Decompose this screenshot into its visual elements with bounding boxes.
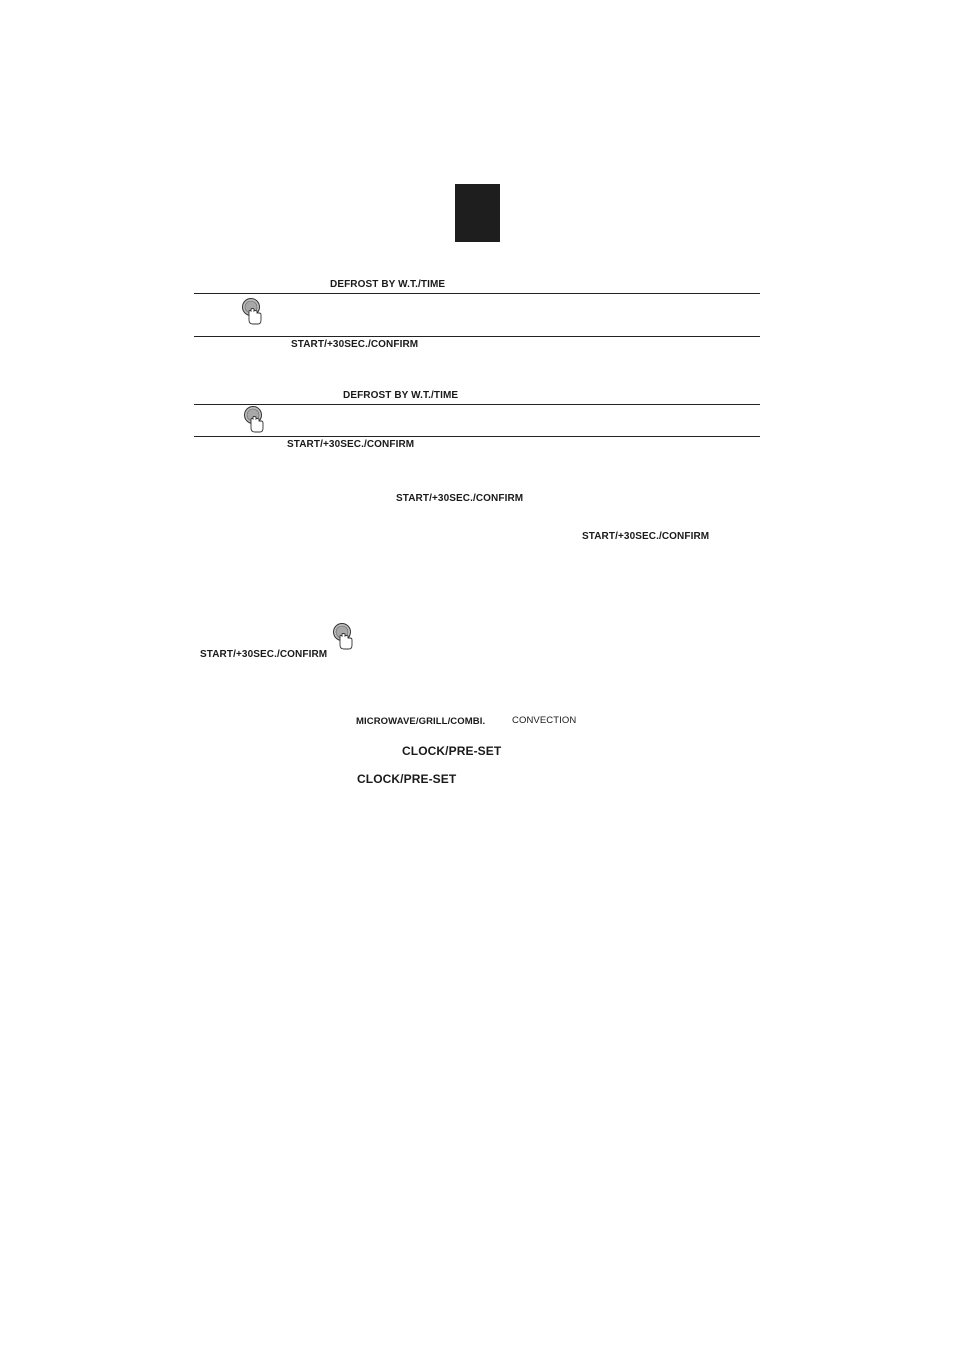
table-rule-bottom-2 (194, 436, 760, 437)
microwave-grill-combi-label: MICROWAVE/GRILL/COMBI. (356, 716, 486, 727)
start-confirm-label-4: START/+30SEC./CONFIRM (582, 531, 710, 542)
start-confirm-label-5: START/+30SEC./CONFIRM (200, 649, 328, 660)
start-confirm-label-3: START/+30SEC./CONFIRM (396, 493, 524, 504)
table-rule-top-2 (194, 404, 760, 405)
clock-preset-label-2: CLOCK/PRE-SET (357, 772, 457, 786)
defrost-button-label-2: DEFROST BY W.T./TIME (343, 390, 459, 401)
table-rule-top-1 (194, 293, 760, 294)
convection-label: CONVECTION (512, 715, 577, 726)
clock-preset-label-1: CLOCK/PRE-SET (402, 744, 502, 758)
dial-icon (331, 622, 355, 652)
dial-icon (240, 297, 264, 327)
defrost-button-label-1: DEFROST BY W.T./TIME (330, 279, 446, 290)
table-rule-bottom-1 (194, 336, 760, 337)
section-tab-marker (455, 184, 500, 242)
start-confirm-label-1: START/+30SEC./CONFIRM (291, 339, 419, 350)
start-confirm-label-2: START/+30SEC./CONFIRM (287, 439, 415, 450)
dial-icon (242, 405, 266, 435)
